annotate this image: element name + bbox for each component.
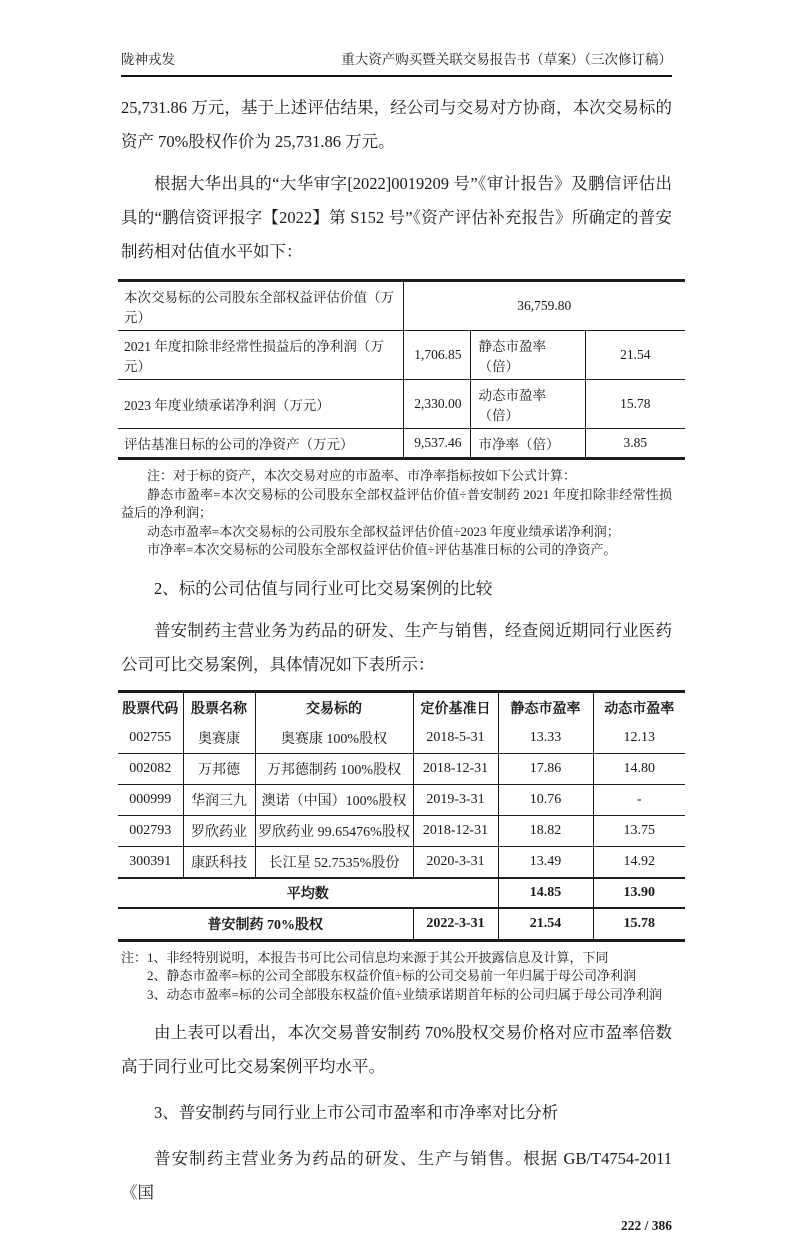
table-row — [118, 753, 685, 784]
stock-code: 300391 — [118, 846, 183, 878]
average-row — [118, 878, 685, 908]
static-pe: 13.33 — [498, 723, 593, 754]
valuation-label: 评估基准日标的公司的净资产（万元） — [118, 429, 403, 459]
table-row — [118, 846, 685, 878]
note-line: 静态市盈率=本次交易标的公司股东全部权益评估价值÷普安制药 2021 年度扣除非经常性损益后的净利润； — [121, 486, 672, 520]
table-row — [118, 723, 685, 754]
deal-target: 奥赛康 100%股权 — [255, 723, 413, 754]
metric-label: 静态市盈率（倍） — [470, 331, 585, 380]
note-line: 2、静态市盈率=标的公司全部股东权益价值÷标的公司交易前一年归属于母公司净利润 — [147, 968, 636, 983]
stock-code: 002755 — [129, 729, 172, 745]
stock-name: 奥赛康 — [183, 723, 255, 754]
pricing-date: 2020-3-31 — [413, 846, 498, 878]
paragraph-comparable-intro: 普安制药主营业务为药品的研发、生产与销售，经查阅近期同行业医药公司可比交易案例，具体情况如下表所示： — [121, 620, 672, 674]
section-heading-listed-company-analysis: 3、普安制药与同行业上市公司市盈率和市净率对比分析 — [154, 1103, 559, 1122]
pricing-date: 2018-5-31 — [413, 723, 498, 754]
valuation-label: 2021 年度扣除非经常性损益后的净利润（万元） — [118, 331, 403, 380]
comparison-notes — [121, 949, 672, 1005]
table-row — [118, 281, 685, 331]
target-dynamic-pe: 15.78 — [593, 908, 685, 941]
table-header-row — [118, 691, 685, 723]
column-header: 动态市盈率 — [593, 691, 685, 723]
table-row — [118, 784, 685, 815]
dynamic-pe: 12.13 — [593, 723, 685, 754]
page-number: 222 / 386 — [620, 1218, 672, 1233]
valuation-table — [118, 279, 685, 460]
table-row — [118, 380, 685, 429]
stock-name: 华润三九 — [183, 784, 255, 815]
stock-name: 罗欣药业 — [183, 815, 255, 846]
paragraph-valuation-basis: 根据大华出具的“大华审字[2022]0019209 号”《审计报告》及鹏信评估出具的“鹏信资评报字【2022】第 S152 号”《资产评估补充报告》所确定的普安制药相对估值水平如下： — [121, 174, 672, 261]
column-header: 交易标的 — [255, 691, 413, 723]
target-row — [118, 908, 685, 941]
doc-short-title: 陇神戎发 — [121, 52, 175, 67]
static-pe: 18.82 — [498, 815, 593, 846]
deal-target: 罗欣药业 99.65476%股权 — [255, 815, 413, 846]
note-line: 3、动态市盈率=标的公司全部股东权益价值÷业绩承诺期首年标的公司归属于母公司净利润 — [147, 986, 662, 1002]
section-heading-comparable-deals: 2、标的公司估值与同行业可比交易案例的比较 — [154, 578, 493, 598]
metric-label: 市净率（倍） — [470, 429, 585, 459]
average-static-pe: 14.85 — [498, 878, 593, 908]
metric-value: 15.78 — [585, 380, 685, 429]
stock-code: 002082 — [118, 753, 183, 784]
valuation-value: 9,537.46 — [403, 429, 470, 459]
comparable-deals-table — [118, 690, 685, 942]
column-header: 股票名称 — [183, 691, 255, 723]
target-static-pe: 21.54 — [498, 908, 593, 941]
table-row — [118, 815, 685, 846]
pricing-date: 2019-3-31 — [413, 784, 498, 815]
note-line: 注：对于标的资产，本次交易对应的市盈率、市净率指标按如下公式计算： — [147, 468, 577, 483]
valuation-value: 1,706.85 — [403, 331, 470, 380]
valuation-label: 本次交易标的公司股东全部权益评估价值（万元） — [124, 290, 394, 325]
metric-label: 动态市盈率（倍） — [470, 380, 585, 429]
table-row — [118, 429, 685, 459]
deal-target: 长江星 52.7535%股份 — [255, 846, 413, 878]
column-header: 静态市盈率 — [498, 691, 593, 723]
note-line: 动态市盈率=本次交易标的公司股东全部权益评估价值÷2023 年度业绩承诺净利润； — [147, 523, 620, 539]
note-line: 市净率=本次交易标的公司股东全部权益评估价值÷评估基准日标的公司的净资产。 — [147, 542, 617, 557]
valuation-value: 2,330.00 — [403, 380, 470, 429]
stock-name: 万邦德 — [183, 753, 255, 784]
pricing-date: 2018-12-31 — [413, 753, 498, 784]
running-header — [121, 48, 672, 77]
note-line: 注：1、非经特别说明，本报告书可比公司信息均来源于其公开披露信息及计算，下同 — [121, 949, 609, 965]
dynamic-pe: - — [593, 784, 685, 815]
average-dynamic-pe: 13.90 — [593, 878, 685, 908]
target-label: 普安制药 70%股权 — [118, 908, 413, 941]
column-header: 股票代码 — [122, 701, 179, 717]
dynamic-pe: 13.75 — [593, 815, 685, 846]
valuation-value: 36,759.80 — [403, 281, 685, 331]
paragraph-main-business: 普安制药主营业务为药品的研发、生产与销售。根据 GB/T4754-2011 《国 — [121, 1149, 672, 1202]
stock-code: 002793 — [118, 815, 183, 846]
static-pe: 10.76 — [498, 784, 593, 815]
doc-full-title: 重大资产购买暨关联交易报告书（草案）（三次修订稿） — [341, 52, 672, 67]
static-pe: 13.49 — [498, 846, 593, 878]
target-pricing-date: 2022-3-31 — [413, 908, 498, 941]
deal-target: 万邦德制药 100%股权 — [255, 753, 413, 784]
average-label: 平均数 — [118, 878, 498, 908]
dynamic-pe: 14.80 — [593, 753, 685, 784]
table-row — [118, 331, 685, 380]
column-header: 定价基准日 — [413, 691, 498, 723]
pricing-date: 2018-12-31 — [413, 815, 498, 846]
paragraph-conclusion: 由上表可以看出，本次交易普安制药 70%股权交易价格对应市盈率倍数高于同行业可比交易案例平均水平。 — [121, 1023, 672, 1076]
metric-value: 3.85 — [585, 429, 685, 459]
stock-code: 000999 — [118, 784, 183, 815]
valuation-notes — [121, 467, 672, 560]
deal-target: 澳诺（中国）100%股权 — [255, 784, 413, 815]
valuation-label: 2023 年度业绩承诺净利润（万元） — [118, 380, 403, 429]
metric-value: 21.54 — [585, 331, 685, 380]
paragraph-transaction-price: 25,731.86 万元，基于上述评估结果，经公司与交易对方协商，本次交易标的资产 70%股权作价为 25,731.86 万元。 — [121, 98, 672, 151]
dynamic-pe: 14.92 — [593, 846, 685, 878]
stock-name: 康跃科技 — [183, 846, 255, 878]
static-pe: 17.86 — [498, 753, 593, 784]
